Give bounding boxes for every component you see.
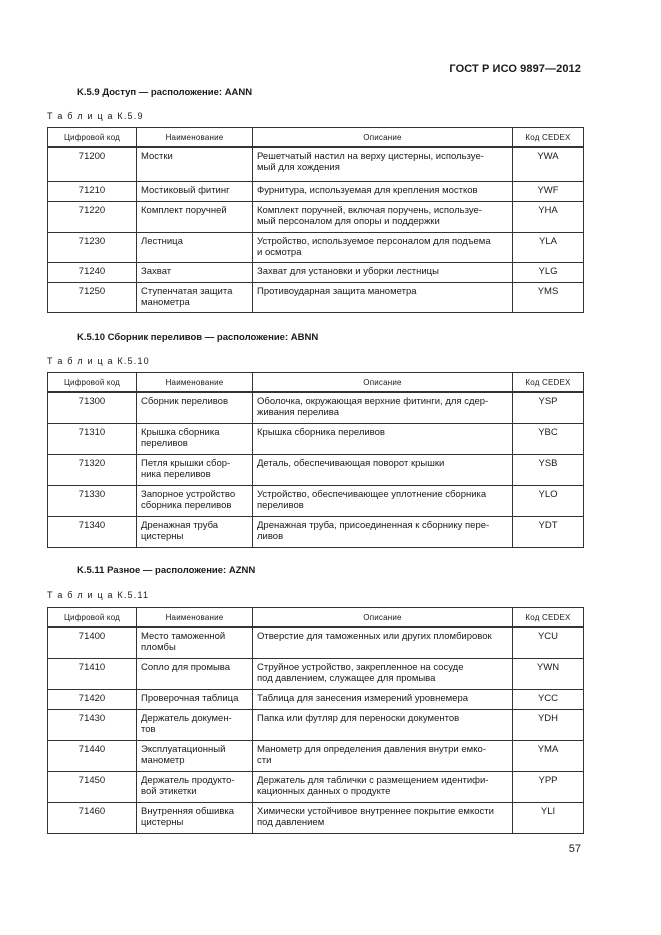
column-header-name: Наименование bbox=[137, 608, 253, 628]
cell-cedex: YSP bbox=[513, 392, 584, 423]
cell-code: 71450 bbox=[48, 771, 137, 802]
cell-cedex: YPP bbox=[513, 771, 584, 802]
cell-description: Манометр для определения давления внутри емко- сти bbox=[253, 740, 513, 771]
cell-code: 71340 bbox=[48, 516, 137, 547]
cell-name: Держатель докумен- тов bbox=[137, 709, 253, 740]
table-row bbox=[48, 740, 584, 771]
cell-cedex: YMS bbox=[513, 282, 584, 312]
cell-cedex: YLI bbox=[513, 802, 584, 833]
cell-code: 71220 bbox=[48, 201, 137, 232]
cell-name: Проверочная таблица bbox=[137, 689, 253, 709]
cell-description: Захват для установки и уборки лестницы bbox=[253, 262, 513, 282]
cell-name: Комплект поручней bbox=[137, 201, 253, 232]
cell-name: Эксплуатационный манометр bbox=[137, 740, 253, 771]
cell-name: Дренажная труба цистерны bbox=[137, 516, 253, 547]
cell-name: Крышка сборника переливов bbox=[137, 423, 253, 454]
column-header-code: Цифровой код bbox=[48, 373, 137, 393]
cell-description: Противоударная защита манометра bbox=[253, 282, 513, 312]
document-standard-header: ГОСТ Р ИСО 9897—2012 bbox=[449, 63, 581, 75]
cell-name: Мостиковый фитинг bbox=[137, 181, 253, 201]
cell-cedex: YLG bbox=[513, 262, 584, 282]
column-header-description: Описание bbox=[253, 373, 513, 393]
column-header-description: Описание bbox=[253, 128, 513, 148]
cell-cedex: YMA bbox=[513, 740, 584, 771]
cell-cedex: YWN bbox=[513, 658, 584, 689]
cell-code: 71240 bbox=[48, 262, 137, 282]
cell-cedex: YHA bbox=[513, 201, 584, 232]
cell-description: Устройство, используемое персоналом для подъема и осмотра bbox=[253, 232, 513, 262]
table-row bbox=[48, 232, 584, 262]
spec-table bbox=[47, 607, 584, 834]
cell-description: Крышка сборника переливов bbox=[253, 423, 513, 454]
cell-description: Комплект поручней, включая поручень, используе- мый персоналом для опоры и поддержки bbox=[253, 201, 513, 232]
cell-code: 71230 bbox=[48, 232, 137, 262]
column-header-cedex: Код CEDEX bbox=[513, 373, 584, 393]
cell-code: 71440 bbox=[48, 740, 137, 771]
cell-description: Держатель для таблички с размещением идентифи- кационных данных о продукте bbox=[253, 771, 513, 802]
table-row bbox=[48, 181, 584, 201]
cell-description: Решетчатый настил на верху цистерны, используе- мый для хождения bbox=[253, 147, 513, 181]
table-row bbox=[48, 627, 584, 658]
spec-table bbox=[47, 372, 584, 548]
column-header-code: Цифровой код bbox=[48, 128, 137, 148]
cell-code: 71320 bbox=[48, 454, 137, 485]
cell-description: Отверстие для таможенных или других пломбировок bbox=[253, 627, 513, 658]
table-header-row bbox=[48, 128, 584, 148]
cell-cedex: YWF bbox=[513, 181, 584, 201]
cell-cedex: YBC bbox=[513, 423, 584, 454]
cell-description: Химически устойчивое внутреннее покрытие емкости под давлением bbox=[253, 802, 513, 833]
table-caption: Т а б л и ц а К.5.9 bbox=[47, 111, 144, 121]
section-heading: K.5.11 Разное — расположение: AZNN bbox=[77, 565, 256, 576]
cell-cedex: YWA bbox=[513, 147, 584, 181]
table-row bbox=[48, 392, 584, 423]
cell-name: Сборник переливов bbox=[137, 392, 253, 423]
table-row bbox=[48, 802, 584, 833]
cell-name: Запорное устройство сборника переливов bbox=[137, 485, 253, 516]
table-header-row bbox=[48, 373, 584, 393]
table-caption: Т а б л и ц а К.5.10 bbox=[47, 356, 150, 366]
cell-name: Внутренняя обшивка цистерны bbox=[137, 802, 253, 833]
section-heading: K.5.9 Доступ — расположение: AANN bbox=[77, 87, 253, 98]
table-row bbox=[48, 201, 584, 232]
cell-name: Держатель продукто- вой этикетки bbox=[137, 771, 253, 802]
cell-code: 71400 bbox=[48, 627, 137, 658]
cell-name: Ступенчатая защита манометра bbox=[137, 282, 253, 312]
table-row bbox=[48, 147, 584, 181]
table-row bbox=[48, 709, 584, 740]
table-row bbox=[48, 423, 584, 454]
table-row bbox=[48, 689, 584, 709]
table-row bbox=[48, 454, 584, 485]
cell-description: Таблица для занесения измерений уровнемера bbox=[253, 689, 513, 709]
cell-code: 71420 bbox=[48, 689, 137, 709]
column-header-description: Описание bbox=[253, 608, 513, 628]
cell-cedex: YCU bbox=[513, 627, 584, 658]
cell-description: Оболочка, окружающая верхние фитинги, для сдер- живания перелива bbox=[253, 392, 513, 423]
table-row bbox=[48, 262, 584, 282]
column-header-cedex: Код CEDEX bbox=[513, 608, 584, 628]
cell-cedex: YLO bbox=[513, 485, 584, 516]
cell-code: 71410 bbox=[48, 658, 137, 689]
cell-code: 71430 bbox=[48, 709, 137, 740]
table-row bbox=[48, 516, 584, 547]
column-header-name: Наименование bbox=[137, 128, 253, 148]
cell-description: Струйное устройство, закрепленное на сосуде под давлением, служащее для промыва bbox=[253, 658, 513, 689]
cell-name: Место таможенной пломбы bbox=[137, 627, 253, 658]
cell-code: 71310 bbox=[48, 423, 137, 454]
column-header-cedex: Код CEDEX bbox=[513, 128, 584, 148]
cell-cedex: YLA bbox=[513, 232, 584, 262]
cell-description: Фурнитура, используемая для крепления мостков bbox=[253, 181, 513, 201]
cell-cedex: YCC bbox=[513, 689, 584, 709]
cell-code: 71300 bbox=[48, 392, 137, 423]
cell-cedex: YDH bbox=[513, 709, 584, 740]
spec-table bbox=[47, 127, 584, 313]
cell-name: Захват bbox=[137, 262, 253, 282]
page-number: 57 bbox=[568, 843, 581, 855]
cell-code: 71210 bbox=[48, 181, 137, 201]
cell-cedex: YDT bbox=[513, 516, 584, 547]
column-header-name: Наименование bbox=[137, 373, 253, 393]
cell-description: Деталь, обеспечивающая поворот крышки bbox=[253, 454, 513, 485]
cell-description: Дренажная труба, присоединенная к сборнику пере- ливов bbox=[253, 516, 513, 547]
cell-name: Сопло для промыва bbox=[137, 658, 253, 689]
cell-name: Петля крышки сбор- ника переливов bbox=[137, 454, 253, 485]
table-row bbox=[48, 771, 584, 802]
table-row bbox=[48, 282, 584, 312]
cell-description: Устройство, обеспечивающее уплотнение сборника переливов bbox=[253, 485, 513, 516]
cell-code: 71330 bbox=[48, 485, 137, 516]
cell-name: Мостки bbox=[137, 147, 253, 181]
cell-cedex: YSB bbox=[513, 454, 584, 485]
cell-name: Лестница bbox=[137, 232, 253, 262]
section-heading: K.5.10 Сборник переливов — расположение: ABNN bbox=[77, 332, 319, 343]
table-header-row bbox=[48, 608, 584, 628]
cell-code: 71200 bbox=[48, 147, 137, 181]
column-header-code: Цифровой код bbox=[48, 608, 137, 628]
cell-code: 71460 bbox=[48, 802, 137, 833]
table-row bbox=[48, 658, 584, 689]
cell-description: Папка или футляр для переноски документов bbox=[253, 709, 513, 740]
table-row bbox=[48, 485, 584, 516]
table-caption: Т а б л и ц а К.5.11 bbox=[47, 590, 150, 600]
cell-code: 71250 bbox=[48, 282, 137, 312]
